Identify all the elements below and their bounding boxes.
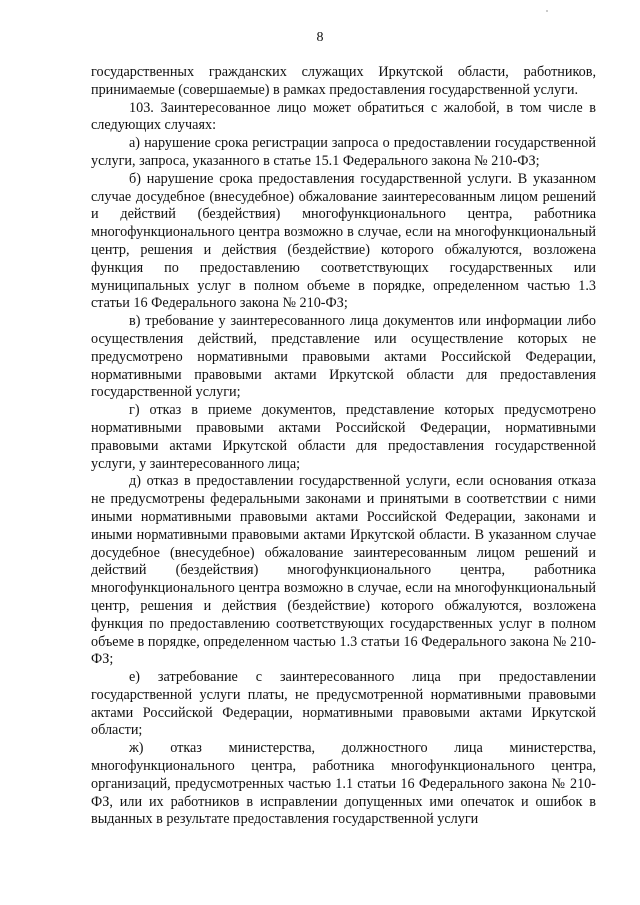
page-number: 8 [316, 30, 324, 45]
document-body [91, 64, 596, 829]
paragraph-subitem-a: а) нарушение срока регистрации запроса о предоставлении государственной услуги, запроса, указанного в статье 15.1 Федерального закона № 210-ФЗ; [91, 135, 596, 169]
paragraph-subitem-d: д) отказ в предоставлении государственной услуги, если основания отказа не предусмотрены федеральными законами и принятыми в соответствии с ними иными нормативными правовыми актами Российской Федерации, законами и иными нормативными правовыми актами Иркутской области. В указанном случае досудебное (внесудебное) обжалование заинтересованным лицом решений и действий (бездействия) многофункционального центра, работника многофункционального центра возможно в случае, если на многофункциональный центр, решения и действия (бездействие) которого обжалуются, возложена функция по предоставлению соответствующих государственных услуг в полном объеме в порядке, определенном частью 1.3 статьи 16 Федерального закона № 210-ФЗ; [91, 473, 596, 668]
paragraph-subitem-zh: ж) отказ министерства, должностного лица министерства, многофункционального центра, работника многофункционального центра, организаций, предусмотренных частью 1.1 статьи 16 Федерального закона № 210-ФЗ, или их работников в исправлении допущенных ими опечаток и ошибок в выданных в результате предоставления государственной услуги [91, 740, 596, 828]
paragraph-subitem-b: б) нарушение срока предоставления государственной услуги. В указанном случае досудебное (внесудебное) обжалование заинтересованным лицом решений и действий (бездействия) многофункционального центра, работника многофункционального центра возможно в случае, если на многофункциональный центр, решения и действия (бездействие) которого обжалуются, возложена функция по предоставлению соответствующих государственных или муниципальных услуг в полном объеме в порядке, определенном частью 1.3 статьи 16 Федерального закона № 210-ФЗ; [91, 170, 596, 312]
paragraph-continuation: государственных гражданских служащих Иркутской области, работников, принимаемые (совершаемые) в рамках предоставления государственной услуги. [91, 64, 596, 98]
scan-speck [546, 10, 548, 12]
paragraph-subitem-e: е) затребование с заинтересованного лица при предоставлении государственной услуги платы, не предусмотренной нормативными правовыми актами Российской Федерации, нормативными правовыми актами Иркутской области; [91, 669, 596, 739]
paragraph-subitem-g: г) отказ в приеме документов, представление которых предусмотрено нормативными правовыми актами Российской Федерации, нормативными правовыми актами Иркутской области для предоставления государственной услуги, у заинтересованного лица; [91, 402, 596, 472]
paragraph-item-103: 103. Заинтересованное лицо может обратиться с жалобой, в том числе в следующих случаях: [91, 99, 596, 134]
paragraph-subitem-v: в) требование у заинтересованного лица документов или информации либо осуществления действий, представление или осуществление которых не предусмотрено нормативными правовыми актами Российской Федерации, нормативными правовыми актами Иркутской области для предоставления государственной услуги; [91, 313, 596, 401]
